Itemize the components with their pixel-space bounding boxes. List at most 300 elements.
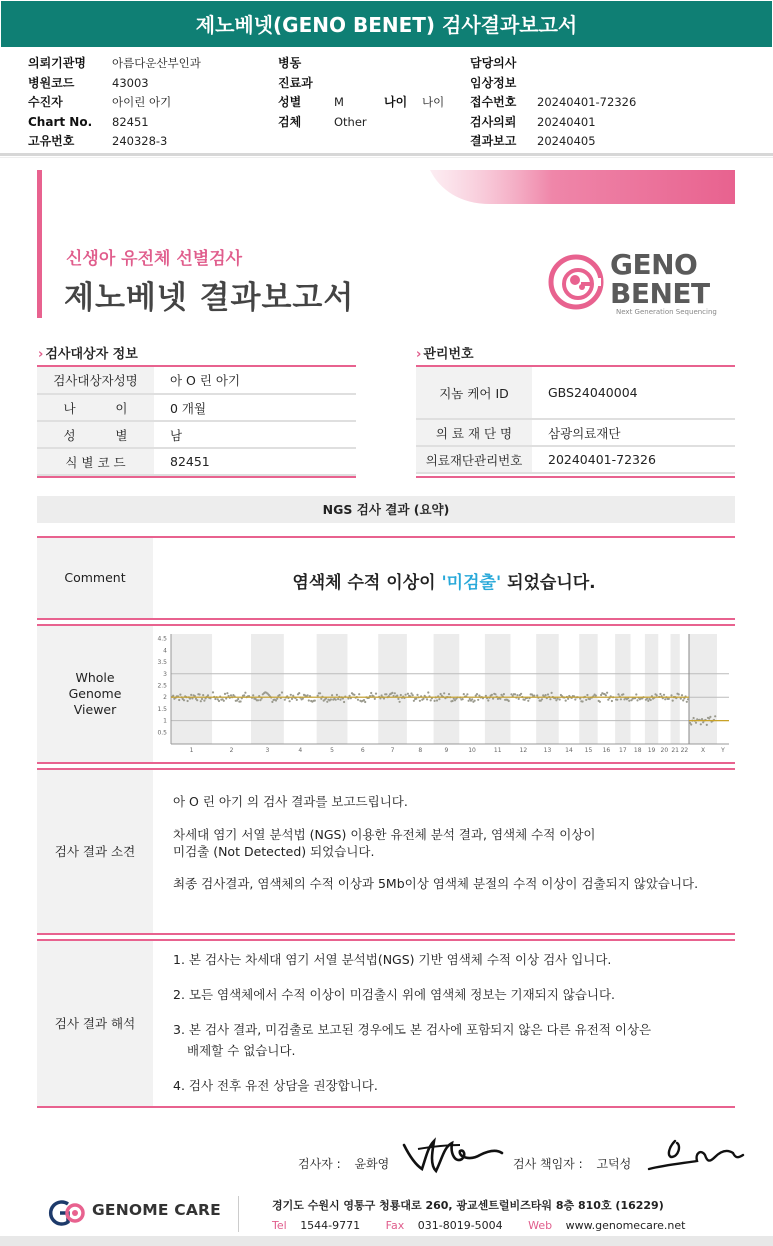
management-value: 삼광의료재단 [532,419,735,446]
management-key: 의료재단관리번호 [416,446,532,473]
cnv-point [189,698,191,700]
cnv-point [647,700,649,702]
cnv-point [237,698,239,700]
info-value: 20240405 [537,134,596,148]
cnv-point [201,698,203,700]
x-tick-label: 6 [360,747,365,754]
cnv-point [413,700,415,702]
cnv-point [331,694,333,696]
cnv-point [292,695,294,697]
info-key: 진료과 [278,75,313,90]
logo-line-2: BENET [610,277,710,310]
cnv-point [243,694,245,696]
cnv-point [326,701,328,703]
cnv-point [559,698,561,700]
cnv-point [399,701,401,703]
y-tick-label: 3 [163,670,167,678]
report-header-title: 제노베넷(GENO BENET) 검사결과보고서 [195,13,578,37]
x-tick-label: 22 [680,747,689,754]
interpretation-label: 검사 결과 해석 [37,941,153,1106]
cnv-point [212,691,214,693]
cnv-point [606,692,608,694]
subject-key: 검사대상자성명 [37,367,154,394]
cnv-point [436,699,438,701]
cnv-point [659,693,661,695]
cnv-point [702,721,704,723]
info-row [470,74,636,94]
x-tick-label: 9 [444,747,449,754]
cnv-point [466,693,468,695]
cnv-point [335,699,337,701]
cnv-point [190,694,192,696]
cnv-point [284,699,286,701]
cnv-point [599,701,601,703]
x-tick-label: 4 [298,747,303,754]
chromosome-stripe [645,634,658,744]
cnv-point [252,694,254,696]
cnv-point [686,701,688,703]
cnv-point [422,698,424,700]
cnv-point [620,698,622,700]
cnv-point [281,691,283,693]
subject-key: 성 별 [37,421,154,448]
cnv-point [536,694,538,696]
findings-row [37,770,735,933]
x-tick-label: 5 [330,747,334,754]
geno-benet-logo-text [610,250,710,308]
cnv-point [494,693,496,695]
viewer-bottom-line [37,762,735,764]
info-key: 고유번호 [28,134,75,148]
info-key: 담당의사 [470,56,517,70]
interpretation-content [153,941,735,1106]
findings-bottom-line [37,933,735,935]
info-value: M [334,95,344,109]
footer-separator [238,1196,239,1232]
cnv-point [214,698,216,700]
cnv-point [579,698,581,700]
cnv-point [279,694,281,696]
cnv-point [271,701,273,703]
findings-line-1: 아 O 린 아기 의 검사 결과를 보고드립니다. [173,794,408,809]
cnv-point [646,698,648,700]
cnv-point [298,692,300,694]
findings-content [153,770,735,933]
fax-value: 031-8019-5004 [417,1219,503,1232]
cnv-point [463,693,465,695]
info-value: Other [334,114,367,129]
subject-key: 나 이 [37,394,154,421]
cnv-point [567,698,569,700]
cnv-point [664,698,666,700]
footer-contact [272,1219,685,1232]
report-title: 제노베넷 결과보고서 [64,280,355,316]
cnv-point [375,693,377,695]
cnv-point [678,693,680,695]
x-tick-label: 15 [584,747,593,754]
management-value: GBS24040004 [532,367,735,419]
subject-key: 식 별 코 드 [37,448,154,475]
cnv-point [257,699,259,701]
cnv-point [307,694,309,696]
comment-text-pre: 염색체 수적 이상이 [292,573,442,593]
cnv-point [541,698,543,700]
comment-text [153,568,735,593]
info-key: 병동 [278,56,302,70]
x-tick-label: 14 [565,747,573,754]
cnv-point [670,694,672,696]
cnv-point [600,694,602,696]
info-key: 결과보고 [470,134,517,148]
cnv-point [349,695,351,697]
cnv-point [663,694,665,696]
footer-address: 경기도 수원시 영통구 청룡대로 260, 광교센트럴비즈타워 8층 810호 (16229) [272,1199,664,1212]
subject-value: 0 개월 [154,394,356,421]
cnv-point [520,693,522,695]
chief-label: 검사 책임자 : [513,1157,583,1171]
info-col-3 [470,54,636,152]
cnv-point [605,694,607,696]
cnv-point [452,700,454,702]
info-key: 병원코드 [28,75,75,90]
x-tick-label: Y [721,747,725,754]
info-row [278,54,444,74]
tel-label: Tel [272,1219,287,1232]
cnv-point [244,692,246,694]
cnv-point [397,698,399,700]
cnv-point [681,694,683,696]
web-label: Web [528,1219,553,1232]
y-tick-label: 2 [163,694,167,702]
cnv-point [616,699,618,701]
y-tick-label: 4 [163,647,167,655]
info-key: 성별 [278,95,302,109]
subject-value: 82451 [154,448,356,475]
cnv-point [585,699,587,701]
cnv-point [405,694,407,696]
cnv-point [363,699,365,701]
cnv-point [400,694,402,696]
x-tick-label: 13 [543,747,552,754]
cnv-point [430,699,432,701]
chromosome-stripe [317,634,348,744]
comment-label: Comment [37,538,153,618]
web-value: www.genomecare.net [565,1219,686,1232]
genome-care-logo-text: GENOME CARE [92,1201,221,1219]
subject-info-table [37,367,356,476]
x-tick-label: 21 [671,747,679,754]
cnv-point [364,701,366,703]
cnv-point [200,700,202,702]
comment-content [153,538,735,618]
cnv-point [628,700,630,702]
y-tick-label: 1.5 [157,705,167,713]
x-tick-label: 1 [189,747,194,754]
cnv-point [314,700,316,702]
chromosome-stripe [171,634,212,744]
cnv-point [296,699,298,701]
cnv-point [416,694,418,696]
genome-viewer-label: Whole Genome Viewer [37,626,153,762]
info-key: 검사의뢰 [470,114,517,129]
cnv-point [276,698,278,700]
info-key: Chart No. [28,114,93,129]
cnv-point [179,694,181,696]
cnv-point [202,694,204,696]
x-tick-label: 10 [468,747,476,754]
cnv-point [438,698,440,700]
cnv-point [687,698,689,700]
cnv-point [693,717,695,719]
cnv-point [518,698,520,700]
tester-signature-image [400,1135,504,1177]
cnv-point [474,700,476,702]
x-tick-label: 19 [647,747,656,754]
cnv-point [672,700,674,702]
info-key: 검체 [278,114,302,129]
cnv-point [471,698,473,700]
info-value: 나이 [422,95,445,109]
cnv-point [407,693,409,695]
cnv-point [491,694,493,696]
x-tick-label: 18 [633,747,642,754]
cnv-point [370,692,372,694]
y-tick-label: 1 [163,717,167,725]
info-row [28,113,201,133]
info-row [470,54,636,74]
management-key: 의 료 재 단 명 [416,419,532,446]
cnv-point [290,694,292,696]
info-row [28,54,201,74]
cnv-point [557,698,559,700]
info-value: 아름다운산부인과 [112,56,201,70]
tester-signature-line [298,1155,389,1172]
cnv-point [240,700,242,702]
cnv-point [668,698,670,700]
info-value: 20240401 [537,114,596,129]
pink-accent-band [430,170,735,204]
cnv-point [172,695,174,697]
info-value: 82451 [112,114,149,129]
table-row [416,446,735,473]
findings-line-4: 최종 검사결과, 염색체의 수적 이상과 5Mb이상 염색체 분절의 수적 이상이 검출되지 않았습니다. [173,876,699,891]
cnv-point [611,700,613,702]
cnv-point [533,695,535,697]
tel-value: 1544-9771 [300,1219,361,1232]
table-row [416,367,735,419]
x-tick-label: 12 [519,747,528,754]
management-info-table [416,367,735,474]
y-tick-label: 0.5 [157,729,167,737]
cnv-point [330,698,332,700]
cnv-point [396,695,398,697]
cnv-point [343,701,345,703]
cnv-point [706,724,708,726]
cnv-point [508,700,510,702]
comment-highlight: '미검출' [441,573,502,593]
interp-line-2: 2. 모든 염색체에서 수적 이상이 미검출시 위에 염색체 정보는 기재되지 않습니다. [173,987,616,1002]
table-row [416,419,735,446]
cnv-point [289,700,291,702]
cnv-point [434,700,436,702]
cnv-point [339,699,341,701]
cnv-point [551,692,553,694]
cnv-point [419,700,421,702]
cnv-point [448,693,450,695]
chevron-right-icon: › [38,347,44,362]
table-row [37,421,356,448]
interp-bottom-line [37,1106,735,1108]
cnv-point [514,693,516,695]
cnv-point [709,716,711,718]
chromosome-stripe [485,634,511,744]
cnv-point [317,695,319,697]
subject-bottom-line [37,476,356,478]
info-key: 임상정보 [470,75,517,90]
cnv-point [336,694,338,696]
report-subtitle: 신생아 유전체 선별검사 [66,249,243,269]
cnv-point [636,699,638,701]
cnv-point [468,700,470,702]
cnv-point [226,692,228,694]
tester-name: 윤화영 [354,1157,390,1171]
x-tick-label: 11 [493,747,502,754]
header-divider [0,153,773,156]
info-row [28,74,201,94]
management-section-heading [416,343,474,362]
table-row [37,394,356,421]
interp-line-3b: 배제할 수 없습니다. [187,1043,296,1058]
y-tick-label: 3.5 [157,659,167,667]
cnv-point [218,700,220,702]
x-tick-label: X [700,747,706,754]
cnv-point [443,692,445,694]
geno-benet-logo-icon [548,250,608,314]
cnv-point [622,693,624,695]
cnv-point [374,698,376,700]
cnv-point [635,693,637,695]
y-tick-label: 2.5 [157,682,167,690]
info-row [470,132,636,152]
cnv-point [503,693,505,695]
info-key: 나이 [384,95,408,109]
comment-bottom-line [37,618,735,620]
table-row [37,448,356,475]
interp-line-4: 4. 검사 전후 유전 상담을 권장합니다. [173,1078,378,1093]
cnv-point [617,693,619,695]
patient-info-grid [28,54,768,152]
cnv-point [207,694,209,696]
cnv-point [183,699,185,701]
cnv-point [337,698,339,700]
cnv-point [701,718,703,720]
info-row [28,132,201,152]
x-tick-label: 7 [390,747,395,754]
x-tick-label: 8 [418,747,423,754]
cnv-point [582,700,584,702]
fax-label: Fax [385,1219,405,1232]
cnv-point [682,699,684,701]
cnv-point [394,692,396,694]
cnv-point [426,698,428,700]
logo-line-1: GENO [610,248,698,281]
info-key: 의뢰기관명 [28,56,86,70]
tester-label: 검사자 : [298,1157,341,1171]
cnv-point [487,699,489,701]
cnv-point [357,699,359,701]
cnv-point [690,723,692,725]
info-row [470,93,636,113]
info-row [278,113,444,133]
info-value: 20240401-72326 [537,95,637,109]
x-tick-label: 3 [265,747,270,754]
cnv-point [223,700,225,702]
info-value: 240328-3 [112,134,168,148]
cnv-point [358,693,360,695]
cnv-point [385,693,387,695]
cnv-point [308,699,310,701]
cnv-point [499,698,501,700]
findings-line-2: 차세대 염기 서열 분석법 (NGS) 이용한 유전체 분석 결과, 염색체 수적 이상이 [173,827,596,842]
info-value: 43003 [112,75,149,90]
management-value: 20240401-72326 [532,446,735,473]
chromosome-stripe [579,634,597,744]
cnv-point [462,698,464,700]
management-key: 지놈 케어 ID [416,367,532,419]
findings-label: 검사 결과 소견 [37,770,153,933]
cnv-point [291,698,293,700]
interp-line-3: 3. 본 검사 결과, 미검출로 보고된 경우에도 본 검사에 포함되지 않은 다른 유전적 이상은 [173,1022,652,1037]
header-divider-thin [0,157,773,158]
cnv-point [547,693,549,695]
x-tick-label: 17 [619,747,627,754]
chromosome-stripe [536,634,559,744]
management-heading-text: 관리번호 [423,347,474,362]
cnv-point [302,698,304,700]
management-bottom-line [416,476,735,478]
comment-text-post: 되었습니다. [501,573,596,593]
info-row [278,93,444,113]
cnv-point [680,698,682,700]
ngs-summary-heading: NGS 검사 결과 (요약) [37,496,735,523]
cnv-point [476,693,478,695]
chief-name: 고덕성 [596,1157,632,1171]
comment-row [37,538,735,618]
chevron-right-icon: › [416,347,422,362]
cnv-point [415,698,417,700]
cnv-point [353,694,355,696]
info-key: 접수번호 [470,95,517,109]
cnv-point [595,695,597,697]
chromosome-stripe [251,634,284,744]
footer-bottom-band [0,1236,773,1246]
cnv-point [656,694,658,696]
chromosome-stripe [689,634,717,744]
interp-line-1: 1. 본 검사는 차세대 염기 서열 분석법(NGS) 기반 염색체 수적 이상 검사 입니다. [173,952,612,967]
genome-viewer-row [37,626,735,762]
x-tick-label: 16 [602,747,611,754]
cnv-point [320,698,322,700]
x-tick-label: 2 [229,747,234,754]
info-col-1 [28,54,201,152]
y-tick-label: 4.5 [157,635,167,643]
cnv-point [650,699,652,701]
cnv-point [516,694,518,696]
cnv-point [695,722,697,724]
cnv-point [230,694,232,696]
pink-accent-bar [37,170,42,318]
cnv-point [477,699,479,701]
